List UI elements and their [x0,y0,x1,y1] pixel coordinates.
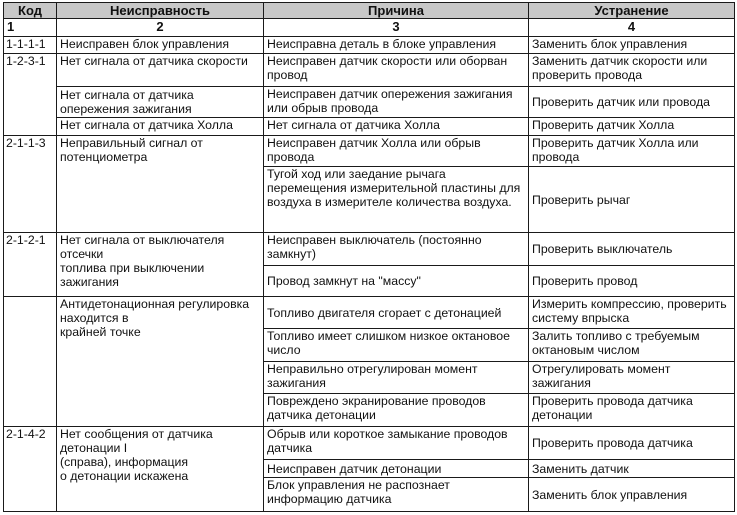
header-code: Код [4,3,57,19]
cause-cell: Неисправен датчик Холла или обрыв провода [264,135,529,167]
fix-cell: Проверить рычаг [529,167,735,233]
table-row [4,135,735,167]
header-cause: Причина [264,3,529,19]
cause-cell: Топливо двигателя сгорает с детонацией [264,296,529,329]
column-number-1: 1 [4,19,57,36]
cause-cell: Неисправен датчик детонации [264,459,529,477]
fix-cell: Измерить компрессию, проверить систему впрыска [529,296,735,329]
fault-cell: Антидетонационная регулировка находится в крайней точке [57,296,264,427]
fix-cell: Заменить блок управления [529,478,735,512]
cause-cell: Неисправен датчик скорости или оборван провод [264,53,529,86]
code-cell: 1-1-1-1 [4,36,57,53]
table-row [4,427,735,460]
table-row [4,233,735,266]
code-cell: 2-1-1-3 [4,135,57,233]
header-fix: Устранение [529,3,735,19]
fix-cell: Заменить блок управления [529,36,735,53]
cause-cell: Неисправна деталь в блоке управления [264,36,529,53]
table-row [4,86,735,118]
column-number-4: 4 [529,19,735,36]
fix-cell: Заменить датчик [529,459,735,477]
header-fault: Неисправность [57,3,264,19]
cause-cell: Провод замкнут на "массу" [264,266,529,297]
table-row [4,118,735,135]
code-cell: 2-1-2-1 [4,233,57,296]
fix-cell: Проверить выключатель [529,233,735,266]
cause-cell: Обрыв или короткое замыкание проводов датчика [264,427,529,460]
fix-cell: Проверить провода датчика [529,427,735,460]
cause-cell: Неисправен выключатель (постоянно замкнут) [264,233,529,266]
fix-cell: Отрегулировать момент зажигания [529,361,735,393]
cause-cell: Неправильно отрегулирован момент зажигания [264,361,529,393]
code-cell: 2-1-4-2 [4,427,57,512]
fix-cell: Проверить датчик Холла или провода [529,135,735,167]
fault-cell: Нет сигнала от датчика Холла [57,118,264,135]
column-number-2: 2 [57,19,264,36]
code-cell-empty [4,296,57,427]
code-cell: 1-2-3-1 [4,53,57,135]
table-row [4,36,735,53]
table-row [4,53,735,86]
fault-cell: Нет сообщения от датчика детонации I (справа), информация о детонации искажена [57,427,264,512]
cause-cell: Повреждено экранирование проводов датчика детонации [264,393,529,427]
fault-cell: Нет сигнала от датчика опережения зажигания [57,86,264,118]
cause-cell: Тугой ход или заедание рычага перемещения измерительной пластины для воздуха в измерителе количества воздуха. [264,167,529,233]
fix-cell: Проверить датчик или провода [529,86,735,118]
fault-cell: Неисправен блок управления [57,36,264,53]
fault-codes-table [3,2,735,512]
fault-cell: Нет сигнала от выключателя отсечки топлива при выключении зажигания [57,233,264,296]
fix-cell: Заменить датчик скорости или проверить провода [529,53,735,86]
fix-cell: Залить топливо с требуемым октановым числом [529,329,735,362]
fault-cell: Нет сигнала от датчика скорости [57,53,264,86]
cause-cell: Неисправен датчик опережения зажигания или обрыв провода [264,86,529,118]
fix-cell: Проверить провода датчика детонации [529,393,735,427]
fix-cell: Проверить датчик Холла [529,118,735,135]
fault-cell: Неправильный сигнал от потенциометра [57,135,264,233]
column-number-3: 3 [264,19,529,36]
cause-cell: Блок управления не распознает информацию датчика [264,478,529,512]
cause-cell: Нет сигнала от датчика Холла [264,118,529,135]
table-row [4,296,735,329]
fix-cell: Проверить провод [529,266,735,297]
cause-cell: Топливо имеет слишком низкое октановое число [264,329,529,362]
